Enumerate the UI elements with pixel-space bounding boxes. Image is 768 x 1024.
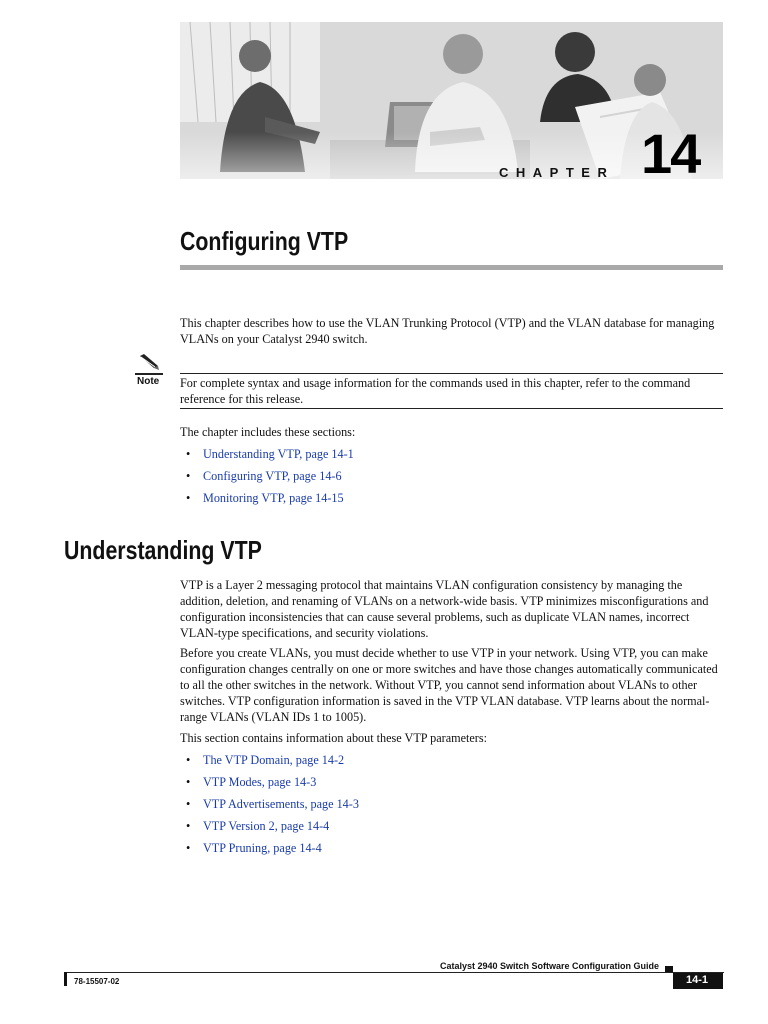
footer-guide-title: Catalyst 2940 Switch Software Configuration Guide	[440, 961, 660, 971]
intro-paragraph: This chapter describes how to use the VLAN Trunking Protocol (VTP) and the VLAN database for managing VLANs on your Catalyst 2940 switch.	[180, 316, 715, 346]
link-vtp-pruning[interactable]: • VTP Pruning, page 14-4	[186, 840, 359, 862]
link-vtp-domain[interactable]: • The VTP Domain, page 14-2	[186, 752, 359, 774]
understanding-paragraph-1: VTP is a Layer 2 messaging protocol that maintains VLAN configuration consistency by managing the addition, deletion, and renaming of VLANs on a network-wide basis. VTP minimizes misconfigurations and configuration inconsistencies that can cause several problems, such as duplicate VLAN names, incorrect VLAN-type specifications, and security violations.	[180, 578, 709, 640]
chapter-number: 14	[641, 122, 700, 185]
title-divider	[180, 265, 723, 270]
section-heading: Understanding VTP	[64, 535, 262, 565]
note-label: Note	[137, 376, 160, 387]
note-top-rule	[180, 373, 723, 374]
page-title: Configuring VTP	[180, 226, 349, 256]
note-text: For complete syntax and usage information for the commands used in this chapter, refer to the command reference for this release.	[180, 376, 691, 406]
footer-left-marker	[64, 972, 67, 986]
link-vtp-version-2[interactable]: • VTP Version 2, page 14-4	[186, 818, 359, 840]
link-configuring-vtp[interactable]: • Configuring VTP, page 14-6	[186, 468, 354, 490]
link-vtp-modes[interactable]: • VTP Modes, page 14-3	[186, 774, 359, 796]
link-monitoring-vtp[interactable]: • Monitoring VTP, page 14-15	[186, 490, 354, 512]
sections-list	[186, 446, 354, 512]
understanding-paragraph-2: Before you create VLANs, you must decide whether to use VTP in your network. Using VTP, you can make configuration changes centrally on one or more switches and have those changes automatically communicated to all the other switches in the network. Without VTP, you cannot send information about VLANs to other switches. VTP configuration information is saved in the VTP VLAN database. VTP learns about the normal-range VLANs (VLAN IDs 1 to 1005).	[180, 646, 718, 724]
pencil-icon	[135, 352, 163, 376]
parameters-list	[186, 752, 359, 862]
footer-rule	[64, 972, 724, 973]
link-understanding-vtp[interactable]: • Understanding VTP, page 14-1	[186, 446, 354, 468]
chapter-label: CHAPTER	[499, 165, 615, 180]
link-vtp-advertisements[interactable]: • VTP Advertisements, page 14-3	[186, 796, 359, 818]
footer-page-number: 14-1	[686, 974, 709, 986]
note-bottom-rule	[180, 408, 723, 409]
sections-intro: The chapter includes these sections:	[180, 425, 356, 439]
parameters-intro: This section contains information about these VTP parameters:	[180, 731, 487, 745]
footer-doc-number: 78-15507-02	[74, 977, 120, 986]
